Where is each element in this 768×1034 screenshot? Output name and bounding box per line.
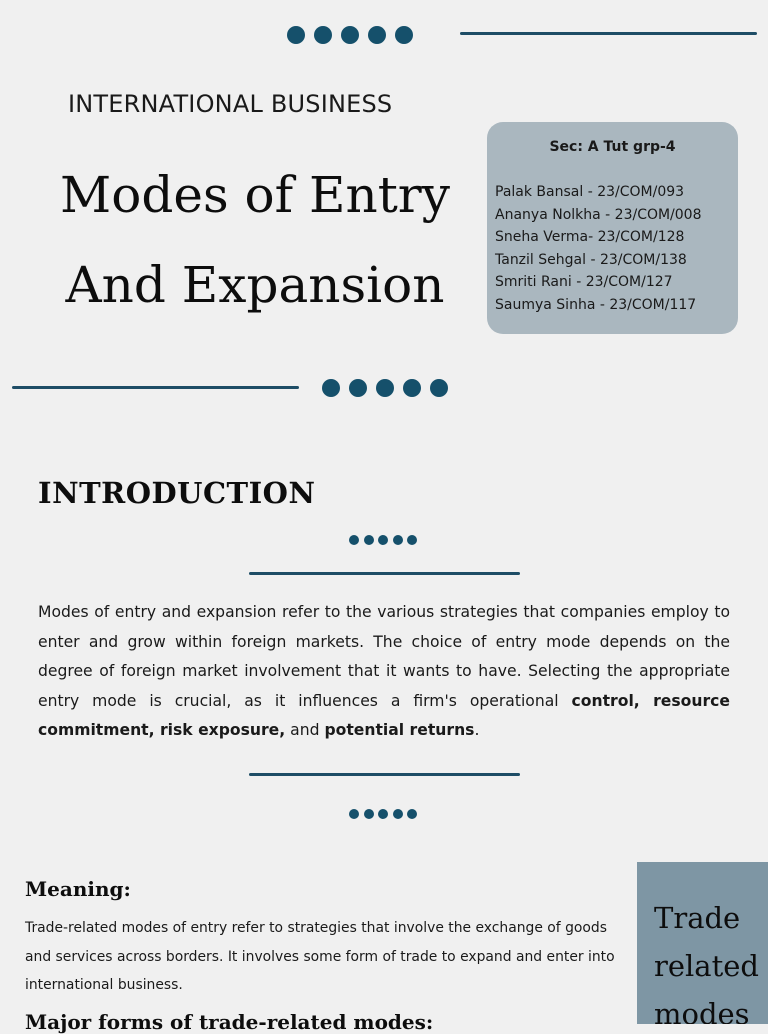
intro-bold-2: potential returns (324, 721, 475, 739)
group-info-box (487, 122, 738, 334)
dot (349, 379, 367, 397)
meaning-heading: Meaning: (25, 877, 131, 901)
intro-divider-top (249, 572, 520, 575)
introduction-heading: INTRODUCTION (38, 476, 316, 510)
top-right-divider (460, 32, 757, 35)
member-item: Sneha Verma- 23/COM/128 (495, 229, 685, 245)
member-item: Saumya Sinha - 23/COM/117 (495, 296, 697, 313)
title-line-2: And Expansion (65, 256, 445, 314)
title-line-1: Modes of Entry (60, 166, 450, 224)
course-subtitle: INTERNATIONAL BUSINESS (68, 90, 393, 118)
mid-dots (322, 379, 448, 397)
major-forms-heading: Major forms of trade-related modes: (25, 1010, 434, 1034)
dot (393, 809, 403, 819)
dot (378, 809, 388, 819)
member-item: Ananya Nolkha - 23/COM/008 (495, 206, 702, 223)
side-box-line-1: Trade (654, 901, 741, 935)
dot (364, 535, 374, 545)
dot (376, 379, 394, 397)
intro-end: . (474, 721, 480, 739)
dot (322, 379, 340, 397)
dot (368, 26, 386, 44)
dot (341, 26, 359, 44)
member-item: Tanzil Sehgal - 23/COM/138 (495, 251, 687, 268)
dot (393, 535, 403, 545)
section-label: Sec: A Tut grp-4 (549, 139, 676, 155)
mid-left-divider (12, 386, 299, 389)
intro-divider-bottom (249, 773, 520, 776)
dot (349, 809, 359, 819)
page-title (45, 150, 465, 330)
top-dots (287, 26, 413, 44)
dot (378, 535, 388, 545)
dot (407, 809, 417, 819)
dot (364, 809, 374, 819)
intro-dots-top (349, 535, 417, 545)
intro-and: and (285, 721, 325, 739)
dot (349, 535, 359, 545)
trade-related-modes-box (637, 862, 768, 1024)
intro-bold-1: control, resource commitment, risk exposure, (38, 691, 730, 739)
intro-text: Modes of entry and expansion refer to the various strategies that companies employ to enter and grow within foreign markets. The choice of entry mode depends on the degree of foreign market involvement that it wants to have. Selecting the appropriate entry mode is crucial, as it influences a firm's operational (38, 603, 730, 710)
dot (314, 26, 332, 44)
meaning-paragraph: Trade-related modes of entry refer to strategies that involve the exchange of goods and services across borders. It involves some form of trade to expand and enter into international business. (25, 920, 615, 993)
dot (407, 535, 417, 545)
introduction-paragraph (38, 598, 730, 746)
dot (287, 26, 305, 44)
side-box-line-2: related (654, 949, 759, 983)
dot (403, 379, 421, 397)
member-item: Palak Bansal - 23/COM/093 (495, 184, 685, 200)
dot (430, 379, 448, 397)
side-box-line-3: modes (654, 997, 750, 1024)
dot (395, 26, 413, 44)
member-item: Smriti Rani - 23/COM/127 (495, 274, 673, 290)
intro-dots-bottom (349, 809, 417, 819)
